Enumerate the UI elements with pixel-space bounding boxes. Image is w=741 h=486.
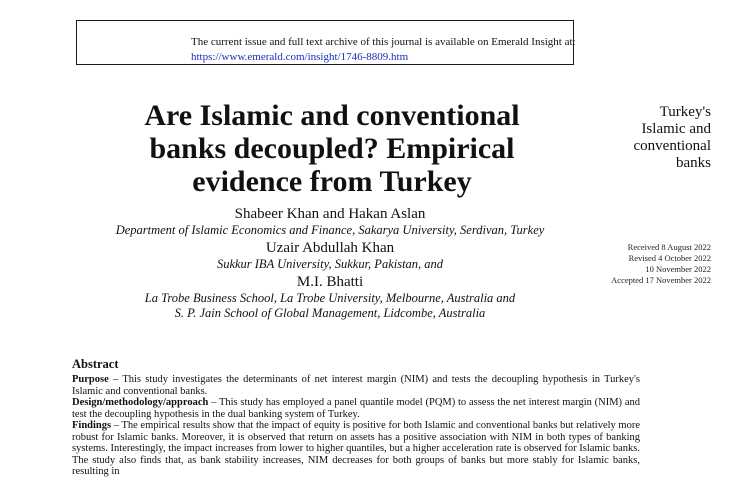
author-names: Shabeer Khan and Hakan Aslan (234, 206, 426, 222)
design-text: – This study has employed a panel quantile model (PQM) to assess the net interest margin (NIM) and test the decoupling hypothesis in the dual banking system of Turkey. (72, 397, 640, 420)
author-affiliation (40, 291, 620, 321)
running-title-line: Islamic and (641, 121, 711, 137)
running-title (634, 104, 711, 172)
abstract-section (72, 357, 640, 478)
revised-date: 10 November 2022 (645, 264, 711, 274)
abstract-design (72, 397, 640, 420)
running-title-line: banks (676, 155, 711, 171)
running-title-line: conventional (633, 138, 711, 154)
author-affiliation: Sukkur IBA University, Sukkur, Pakistan, and (216, 257, 444, 271)
abstract-purpose (72, 374, 640, 397)
affiliation-line: S. P. Jain School of Global Management, Lidcombe, Australia (174, 306, 486, 320)
paper-title (92, 99, 572, 198)
author-affiliation: Department of Islamic Economics and Finance, Sakarya University, Serdivan, Turkey (115, 223, 545, 237)
findings-label: Findings (72, 420, 112, 431)
author-names: M.I. Bhatti (296, 274, 364, 290)
purpose-text: – This study investigates the determinants of net interest margin (NIM) and tests the decoupling hypothesis in Turkey's Islamic and conventional banks. (72, 374, 640, 397)
author-names: Uzair Abdullah Khan (265, 240, 395, 256)
journal-url-link[interactable]: https://www.emerald.com/insight/1746-8809.htm (191, 51, 409, 63)
running-title-line: Turkey's (659, 104, 711, 120)
purpose-label: Purpose (72, 374, 109, 385)
findings-text: – The empirical results show that the impact of equity is positive for both Islamic and conventional banks but relatively more robust for Islamic banks. Moreover, it is observed that return on assets has a positive association with NIM in both types of banking systems. Interestingly, the impact increases from lower to higher quantiles, but a higher acceleration rate is observed for Islamic banks. The study also finds that, as bank stability increases, NIM decreases for both groups of banks but more stably for Islamic banks, resulting in (72, 420, 640, 477)
design-label: Design/methodology/approach (72, 397, 209, 408)
revised-date: Revised 4 October 2022 (628, 253, 711, 263)
paper-title-line: evidence from Turkey (192, 165, 472, 198)
accepted-date: Accepted 17 November 2022 (611, 275, 711, 285)
paper-title-line: Are Islamic and conventional (144, 99, 520, 132)
submission-dates (611, 242, 711, 286)
journal-access-notice (76, 20, 574, 65)
abstract-findings (72, 420, 640, 478)
abstract-heading: Abstract (72, 357, 119, 371)
affiliation-line: La Trobe Business School, La Trobe University, Melbourne, Australia and (144, 291, 516, 305)
paper-title-line: banks decoupled? Empirical (149, 132, 515, 165)
received-date: Received 8 August 2022 (627, 242, 711, 252)
author-block (40, 206, 620, 323)
notice-text: The current issue and full text archive of this journal is available on Emerald Insight at: (191, 36, 576, 48)
